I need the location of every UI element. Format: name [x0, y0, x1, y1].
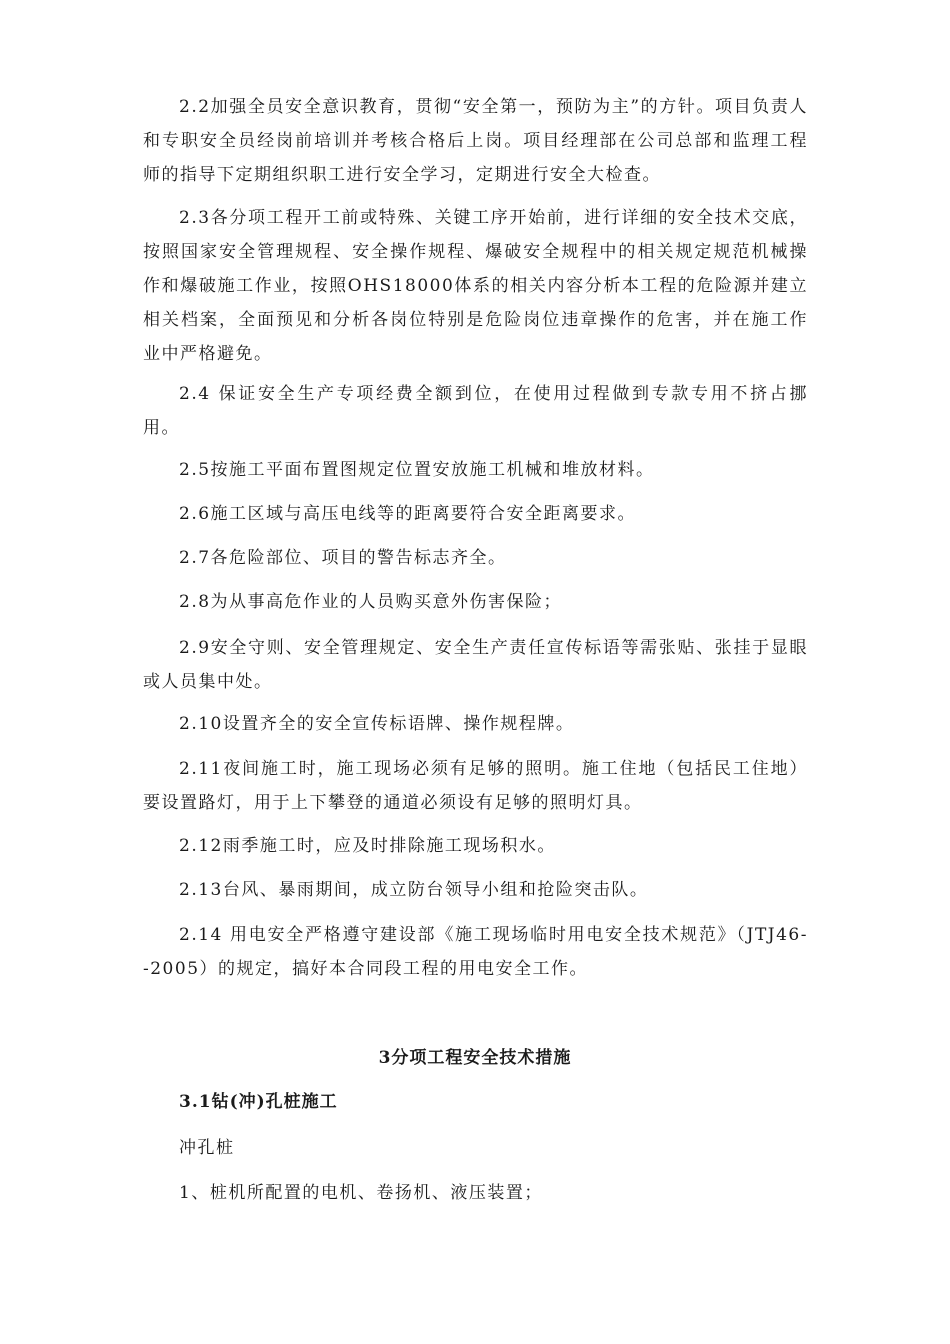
paragraph-2-2: 2.2加强全员安全意识教育，贯彻“安全第一，预防为主”的方针。项目负责人和专职安全员经岗前培训并考核合格后上岗。项目经理部在公司总部和监理工程师的指导下定期组织职工进行安全学习，定期进行安全大检查。 [143, 97, 808, 185]
paragraph-2-3: 2.3各分项工程开工前或特殊、关键工序开始前，进行详细的安全技术交底，按照国家安全管理规程、安全操作规程、爆破安全规程中的相关规定规范机械操作和爆破施工作业，按照OHS18000体系的相关内容分析本工程的危险源并建立相关档案，全面预见和分析各岗位特别是危险岗位违章操作的危害，并在施工作业中严格避免。 [143, 208, 808, 364]
section-title: 3分项工程安全技术措施 [378, 1048, 572, 1068]
item-line: 1、桩机所配置的电机、卷扬机、液压装置； [179, 1183, 543, 1203]
paragraph-2-13: 2.13台风、暴雨期间，成立防台领导小组和抢险突击队。 [179, 880, 649, 900]
paragraph-2-12: 2.12雨季施工时，应及时排除施工现场积水。 [179, 836, 556, 856]
paragraph-2-10: 2.10设置齐全的安全宣传标语牌、操作规程牌。 [179, 714, 575, 734]
paragraph-2-9: 2.9安全守则、安全管理规定、安全生产责任宣传标语等需张贴、张挂于显眼或人员集中处。 [143, 638, 808, 692]
paragraph-2-6: 2.6施工区域与高压电线等的距离要符合安全距离要求。 [179, 504, 637, 524]
paragraph-2-4: 2.4 保证安全生产专项经费全额到位，在使用过程做到专款专用不挤占挪用。 [143, 384, 808, 438]
label-line: 冲孔桩 [179, 1138, 235, 1158]
paragraph-2-5: 2.5按施工平面布置图规定位置安放施工机械和堆放材料。 [179, 460, 655, 480]
subsection-title: 3.1钻(冲)孔桩施工 [179, 1092, 338, 1112]
paragraph-2-11: 2.11夜间施工时，施工现场必须有足够的照明。施工住地（包括民工住地）要设置路灯，用于上下攀登的通道必须设有足够的照明灯具。 [143, 759, 808, 813]
paragraph-2-8: 2.8为从事高危作业的人员购买意外伤害保险； [179, 592, 563, 612]
paragraph-2-14: 2.14 用电安全严格遵守建设部《施工现场临时用电安全技术规范》（JTJ46--2005）的规定，搞好本合同段工程的用电安全工作。 [143, 925, 808, 979]
paragraph-2-7: 2.7各危险部位、项目的警告标志齐全。 [179, 548, 507, 568]
